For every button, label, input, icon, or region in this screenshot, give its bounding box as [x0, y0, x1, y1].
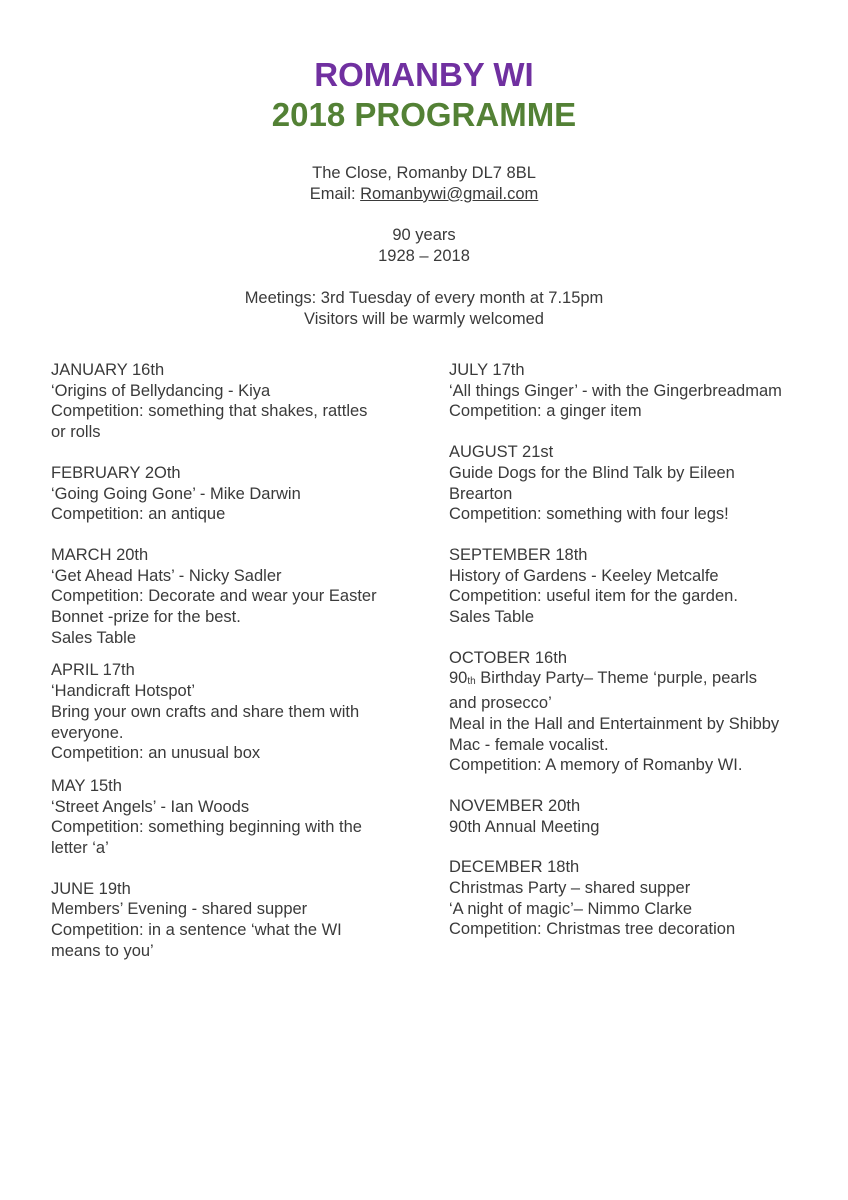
event-september: [449, 545, 829, 628]
event-august: [449, 442, 829, 525]
address: The Close, Romanby DL7 8BL: [312, 164, 536, 182]
event-line: letter ‘a’: [51, 839, 109, 858]
years: 1928 – 2018: [378, 247, 470, 266]
event-line: Competition: something with four legs!: [449, 505, 729, 524]
event-october: [449, 648, 829, 776]
event-date: OCTOBER 16th: [449, 648, 567, 667]
event-line: ‘Origins of Bellydancing - Kiya: [51, 381, 271, 400]
event-line: ‘Handicraft Hotspot’: [51, 682, 195, 701]
event-line: Brearton: [449, 484, 513, 503]
event-line: Bring your own crafts and share them with: [51, 702, 360, 721]
event-line: Sales Table: [51, 628, 137, 647]
event-line: Competition: Decorate and wear your Easter: [51, 587, 377, 606]
event-june: [51, 879, 421, 962]
event-line: History of Gardens - Keeley Metcalfe: [449, 566, 719, 585]
event-line: or rolls: [51, 423, 101, 442]
event-line: ‘All things Ginger’ - with the Gingerbreadmam: [449, 381, 782, 400]
event-november: [449, 796, 829, 837]
event-may: [51, 776, 421, 859]
event-january: [51, 360, 421, 443]
email-link[interactable]: Romanbywi@gmail.com: [360, 184, 539, 203]
event-line: Members’ Evening - shared supper: [51, 900, 308, 919]
event-date: JULY 17th: [449, 361, 525, 379]
event-february: [51, 463, 421, 525]
event-date: FEBRUARY 2Oth: [51, 463, 181, 482]
anniversary: 90 years: [392, 226, 456, 245]
event-july: [449, 360, 829, 422]
event-line: 90th Annual Meeting: [449, 817, 600, 836]
event-line: Competition: something that shakes, rattles: [51, 402, 368, 421]
left-column: [51, 360, 421, 962]
event-line: means to you’: [51, 941, 154, 960]
email-line: [0, 184, 848, 205]
event-april: [51, 660, 421, 764]
event-date: MARCH 20th: [51, 545, 149, 564]
event-line: ‘Street Angels’ - Ian Woods: [51, 797, 250, 816]
event-line: Competition: an unusual box: [51, 744, 261, 763]
event-line: Mac - female vocalist.: [449, 735, 609, 754]
event-line: ‘Get Ahead Hats’ - Nicky Sadler: [51, 566, 282, 585]
event-line: everyone.: [51, 723, 124, 742]
event-line: Competition: in a sentence ‘what the WI: [51, 921, 342, 940]
event-line: Competition: Christmas tree decoration: [449, 920, 736, 939]
event-date: APRIL 17th: [51, 661, 135, 680]
event-date: MAY 15th: [51, 776, 122, 795]
event-date: NOVEMBER 20th: [449, 796, 581, 815]
event-december: [449, 857, 829, 940]
event-line: Meal in the Hall and Entertainment by Shibby: [449, 714, 780, 733]
event-line: Bonnet -prize for the best.: [51, 608, 241, 627]
event-line: ‘Going Going Gone’ - Mike Darwin: [51, 484, 301, 503]
page-title: ROMANBY WI: [314, 56, 534, 93]
event-march: [51, 545, 421, 649]
email-label: Email:: [309, 184, 361, 203]
event-line: and prosecco’: [449, 694, 552, 713]
programme-header: [0, 55, 848, 329]
event-date: AUGUST 21st: [449, 443, 554, 462]
right-column: [449, 360, 829, 940]
event-line-rest: Birthday Party– Theme ‘purple, pearls: [475, 669, 757, 688]
event-date: DECEMBER 18th: [449, 858, 580, 877]
event-line: Competition: an antique: [51, 505, 226, 524]
event-line: Guide Dogs for the Blind Talk by Eileen: [449, 463, 735, 482]
ordinal-suffix: th: [467, 676, 476, 688]
event-date: JANUARY 16th: [51, 361, 165, 379]
event-line: Christmas Party – shared supper: [449, 879, 691, 898]
ordinal-number: 90: [449, 669, 468, 688]
event-line: [449, 668, 829, 693]
event-line: ‘A night of magic’– Nimmo Clarke: [449, 899, 693, 918]
event-date: SEPTEMBER 18th: [449, 545, 588, 564]
event-line: Sales Table: [449, 608, 535, 627]
event-date: JUNE 19th: [51, 879, 131, 898]
visitors-info: Visitors will be warmly welcomed: [304, 309, 544, 328]
event-line: Competition: A memory of Romanby WI.: [449, 756, 743, 775]
event-line: Competition: a ginger item: [449, 402, 642, 421]
page-subtitle: 2018 PROGRAMME: [271, 96, 577, 133]
event-line: Competition: useful item for the garden.: [449, 587, 738, 606]
contact-info: [0, 163, 848, 329]
meetings-info: Meetings: 3rd Tuesday of every month at 7.15pm: [244, 288, 604, 307]
event-line: Competition: something beginning with the: [51, 818, 362, 837]
